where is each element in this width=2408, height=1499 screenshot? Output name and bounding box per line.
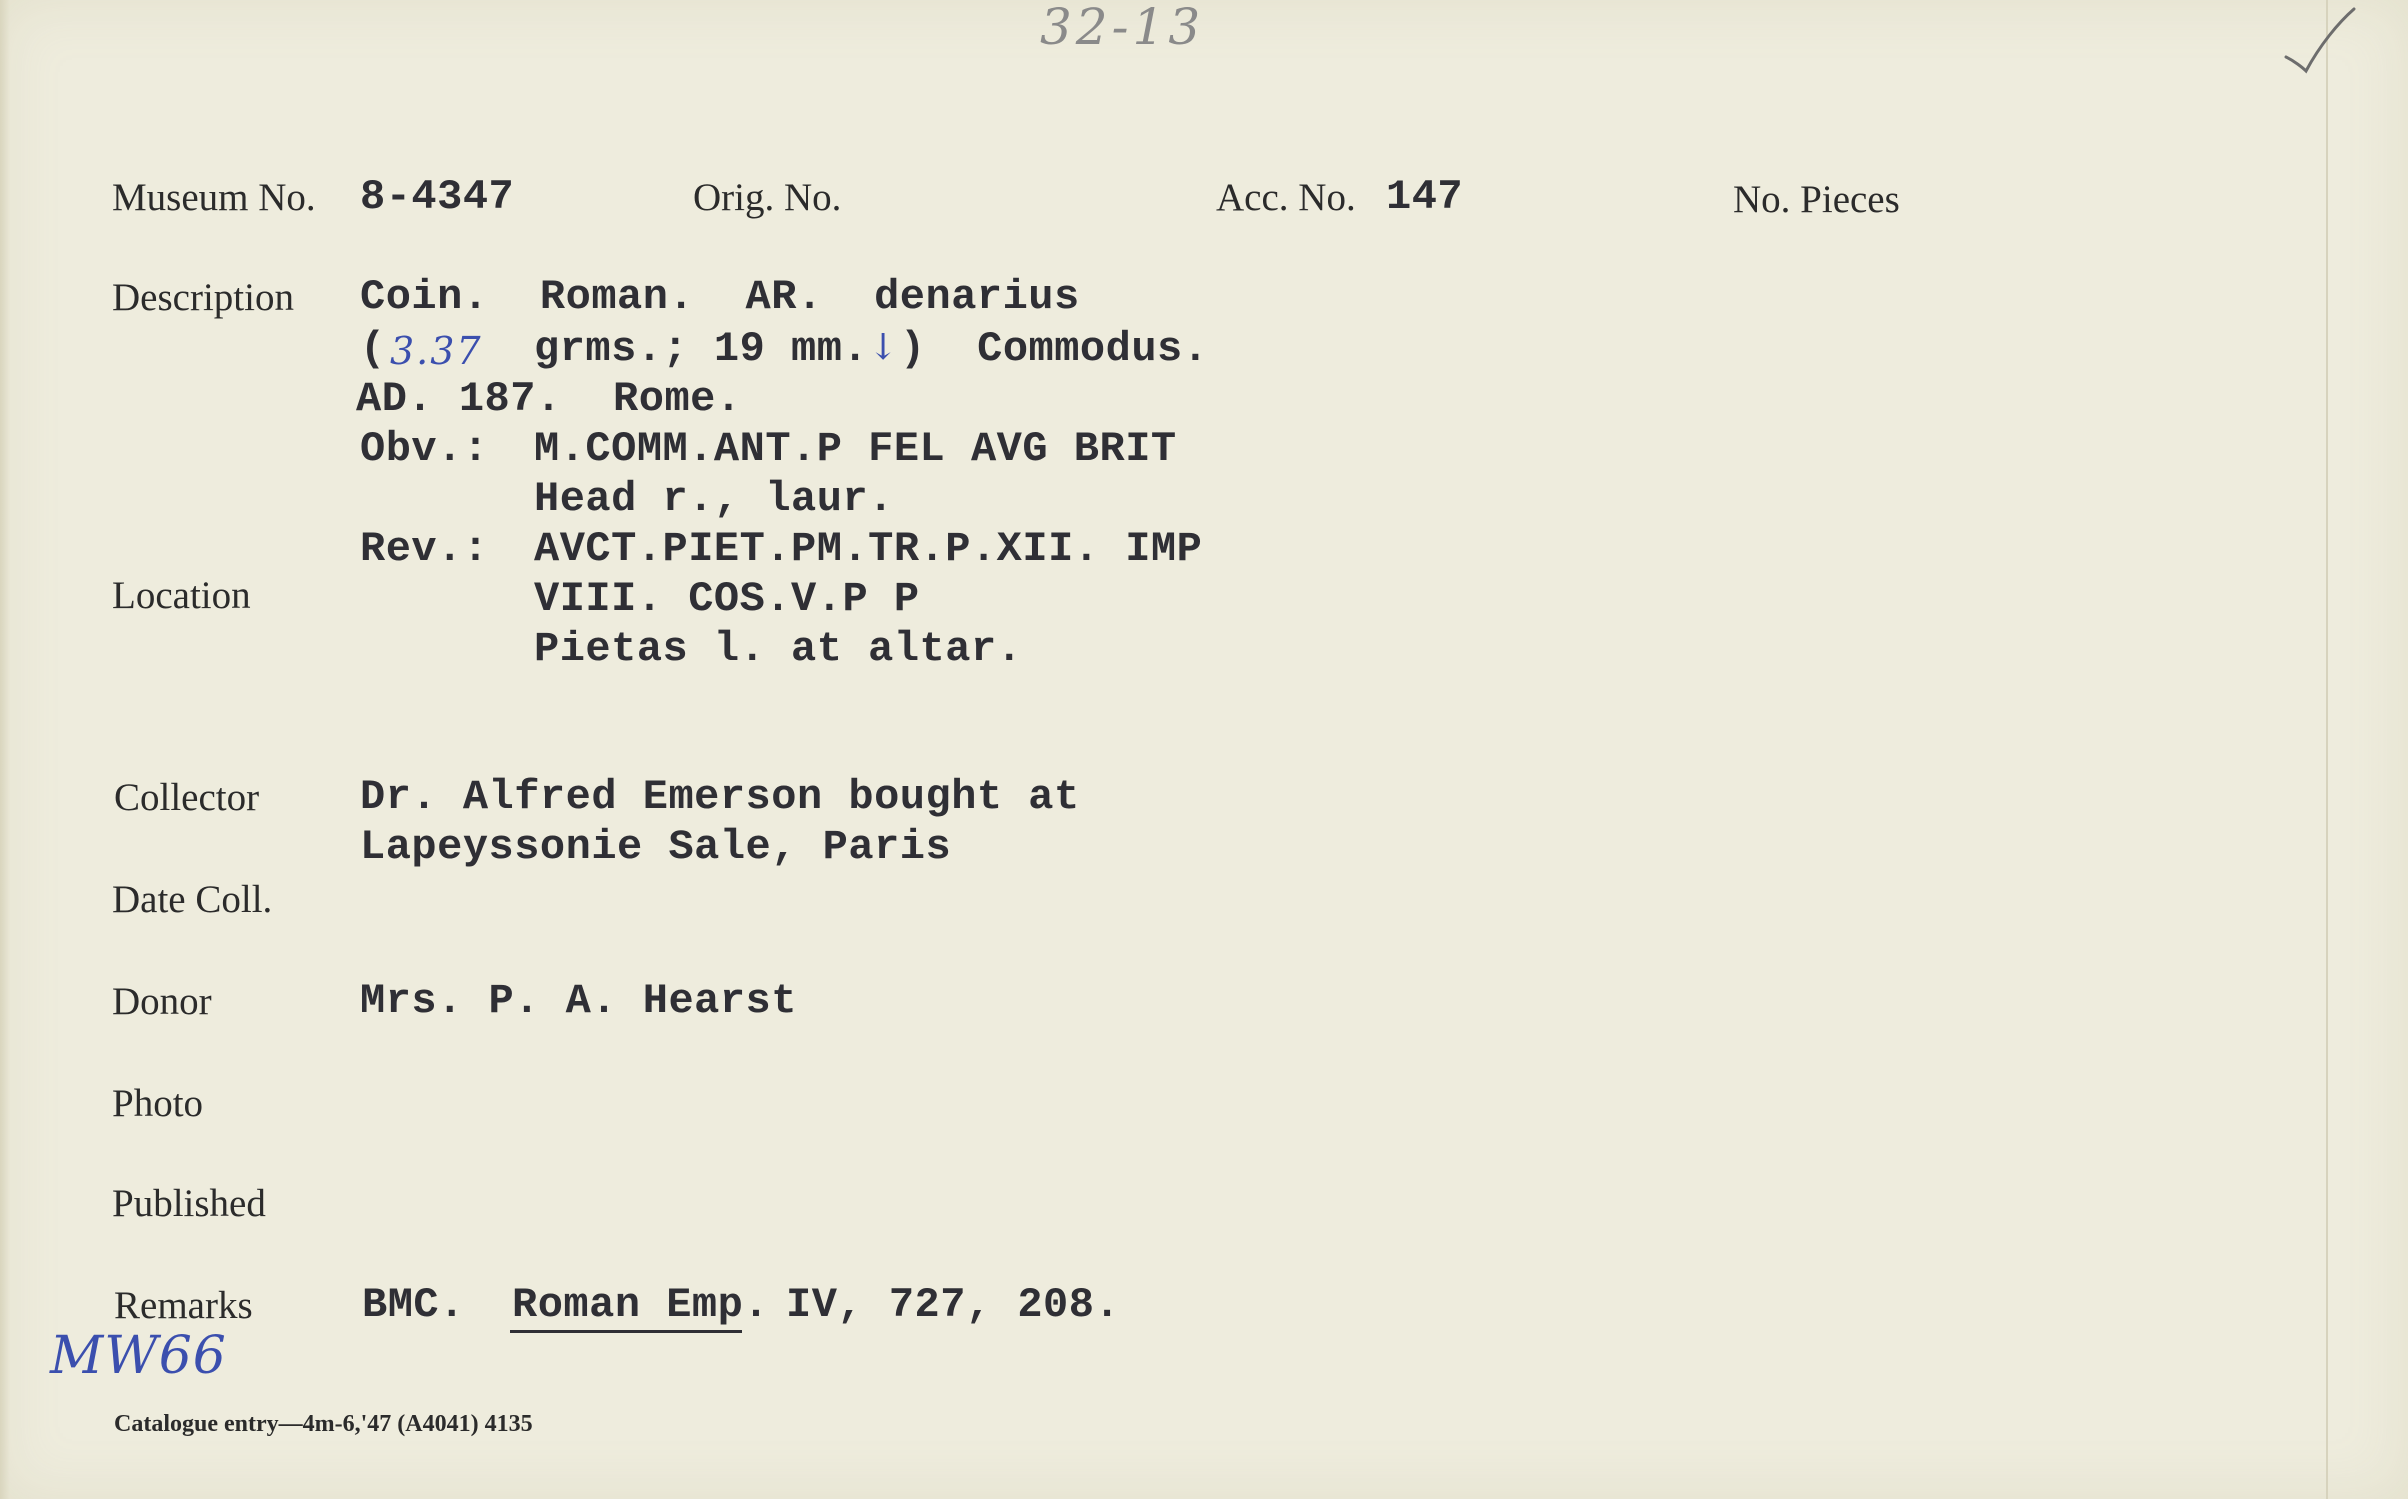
description-line-2-open: (: [360, 325, 386, 373]
card-left-shadow: [0, 0, 10, 1499]
donor-value: Mrs. P. A. Hearst: [360, 977, 797, 1025]
card-right-edge: [2326, 0, 2328, 1499]
description-line-2-end: ) Commodus.: [900, 325, 1209, 373]
reverse-legend-1: AVCT.PIET.PM.TR.P.XII. IMP: [534, 525, 1203, 573]
reverse-legend-2: VIII. COS.V.P P: [534, 575, 920, 623]
donor-label: Donor: [112, 980, 212, 1023]
location-label: Location: [112, 574, 251, 617]
footer-print-line: Catalogue entry—4m-6,'47 (A4041) 4135: [114, 1411, 533, 1437]
check-mark-icon: [2280, 5, 2360, 75]
die-axis-arrow: ↓: [868, 327, 899, 368]
acc-no-label: Acc. No.: [1216, 176, 1356, 219]
acc-no-value: 147: [1386, 173, 1464, 221]
orig-no-label: Orig. No.: [693, 176, 842, 219]
description-label: Description: [112, 276, 294, 319]
obverse-legend: M.COMM.ANT.P FEL AVG BRIT: [534, 425, 1177, 473]
collector-label: Collector: [114, 776, 260, 819]
date-coll-label: Date Coll.: [112, 878, 273, 921]
description-line-2: grms.; 19 mm.: [534, 325, 869, 373]
remarks-bmc: BMC.: [362, 1281, 465, 1329]
description-line-3: AD. 187. Rome.: [356, 375, 742, 423]
top-number-handwritten: 32-13: [1040, 0, 1205, 56]
remarks-title-underline: [510, 1330, 742, 1333]
no-pieces-label: No. Pieces: [1733, 178, 1900, 221]
museum-no-value: 8-4347: [360, 173, 515, 221]
remarks-reference: IV, 727, 208.: [786, 1281, 1121, 1329]
obverse-type: Head r., laur.: [534, 475, 894, 523]
handwritten-note: MW66: [50, 1326, 227, 1386]
remarks-title: Roman Emp.: [512, 1281, 770, 1329]
remarks-label: Remarks: [114, 1284, 253, 1327]
museum-no-label: Museum No.: [112, 176, 316, 219]
reverse-type: Pietas l. at altar.: [534, 625, 1023, 673]
collector-line-1: Dr. Alfred Emerson bought at: [360, 773, 1080, 821]
weight-handwritten: 3.37: [390, 329, 483, 373]
photo-label: Photo: [112, 1082, 204, 1125]
published-label: Published: [112, 1182, 266, 1225]
collector-line-2: Lapeyssonie Sale, Paris: [360, 823, 952, 871]
obverse-label: Obv.:: [360, 425, 489, 473]
reverse-label: Rev.:: [360, 525, 489, 573]
description-line-1: Coin. Roman. AR. denarius: [360, 273, 1080, 321]
